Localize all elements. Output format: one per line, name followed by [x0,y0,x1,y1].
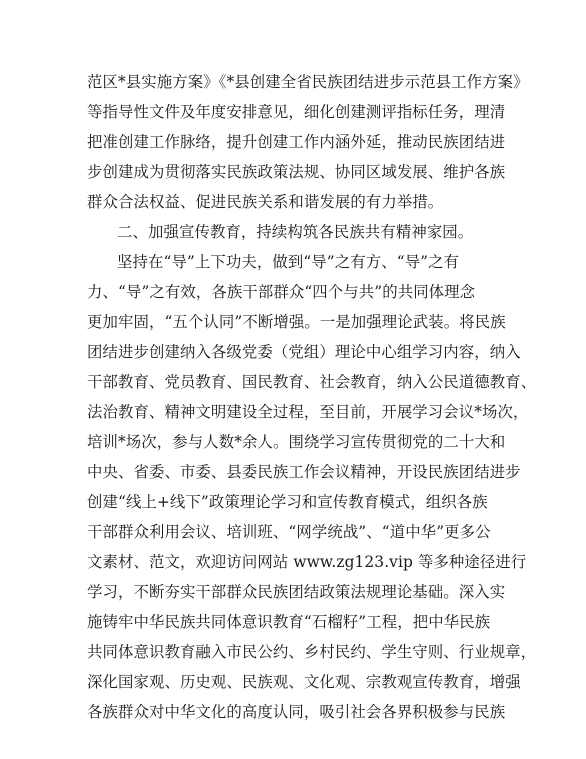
text-line: 共同体意识教育融入市民公约、乡村民约、学生守则、行业规章， [87,643,537,661]
text-line: 干部教育、党员教育、国民教育、社会教育，纳入公民道德教育、 [87,373,537,391]
text-line: 法治教育、精神文明建设全过程，至目前，开展学习会议*场次， [87,403,529,421]
text-line: 群众合法权益、促进民族关系和谐发展的有力举措。 [87,193,444,211]
text-line: 培训*场次，参与人数*余人。围绕学习宣传贯彻党的二十大和 [87,433,506,451]
text-line: 更加牢固，“五个认同”不断增强。一是加强理论武装。将民族 [87,313,506,331]
section-heading: 二、加强宣传教育，持续构筑各民族共有精神家园。 [117,223,474,241]
text-line: 步创建成为贯彻落实民族政策法规、协同区域发展、维护各族 [87,163,506,181]
text-line: 学习，不断夯实干部群众民族团结政策法规理论基础。深入实 [87,583,506,601]
text-line: 各族群众对中华文化的高度认同，吸引社会各界积极参与民族 [87,703,506,721]
text-line: 中央、省委、市委、县委民族工作会议精神，开设民族团结进步 [87,463,521,481]
text-line: 干部群众利用会议、培训班、“网学统战”、“道中华”更多公 [87,523,491,541]
text-line: 坚持在“导”上下功夫，做到“导”之有方、“导”之有 [117,253,460,271]
text-line: 范区*县实施方案》《*县创建全省民族团结进步示范县工作方案》 [87,73,529,91]
text-line: 施铸牢中华民族共同体意识教育“石榴籽”工程，把中华民族 [87,613,491,631]
text-line: 创建“线上+线下”政策理论学习和宣传教育模式，组织各族 [87,493,488,511]
text-line: 文素材、范文，欢迎访问网站 www.zg123.vip 等多种途径进行 [87,553,527,571]
text-line: 把准创建工作脉络，提升创建工作内涵外延，推动民族团结进 [87,133,506,151]
text-line: 团结进步创建纳入各级党委（党组）理论中心组学习内容，纳入 [87,343,521,361]
text-line: 深化国家观、历史观、民族观、文化观、宗教观宣传教育，增强 [87,673,521,691]
text-line: 力、“导”之有效，各族干部群众“四个与共”的共同体理念 [87,283,476,301]
text-line: 等指导性文件及年度安排意见，细化创建测评指标任务，理清 [87,103,506,121]
